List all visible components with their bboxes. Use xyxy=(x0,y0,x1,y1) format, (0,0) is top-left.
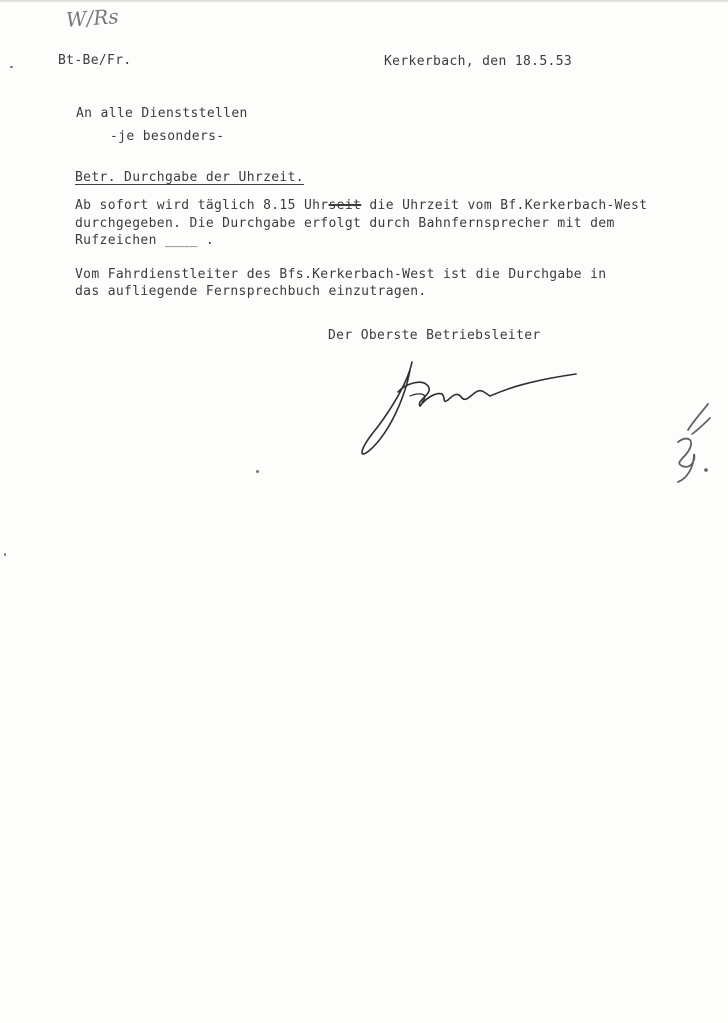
paragraph-1-line-3 xyxy=(75,234,214,248)
subject-line: Betr. Durchgabe der Uhrzeit. xyxy=(75,170,304,185)
paragraph-2-line-1: Vom Fahrdienstleiter des Bfs.Kerkerbach-West ist die Durchgabe in xyxy=(75,267,607,282)
call-sign-blank: ____ xyxy=(164,233,198,248)
paragraph-1-line-1-start: Ab sofort wird täglich 8.15 Uhr xyxy=(75,198,329,213)
addressee-line-2: -je besonders- xyxy=(110,129,225,144)
scan-speck xyxy=(10,66,13,68)
handwritten-signature xyxy=(350,352,590,462)
handwritten-margin-initials xyxy=(664,400,720,486)
scan-speck xyxy=(256,470,259,473)
paragraph-1-line-3-end: . xyxy=(197,233,215,248)
paragraph-2-line-2: das aufliegende Fernsprechbuch einzutragen. xyxy=(75,284,427,299)
addressee-line-1: An alle Dienststellen xyxy=(76,106,248,121)
handwritten-corner-note: W/Rs xyxy=(65,4,120,32)
paragraph-1-line-2: durchgegeben. Die Durchgabe erfolgt durch Bahnfernsprecher mit dem xyxy=(75,216,615,231)
reference-code: Bt-Be/Fr. xyxy=(58,53,132,68)
paragraph-1-line-1-end: die Uhrzeit vom Bf.Kerkerbach-West xyxy=(361,198,648,213)
signatory-title: Der Oberste Betriebsleiter xyxy=(328,328,541,343)
place-and-date: Kerkerbach, den 18.5.53 xyxy=(384,54,573,69)
paragraph-1-line-3-start: Rufzeichen xyxy=(75,233,165,248)
paragraph-1-line-1 xyxy=(75,199,647,213)
scan-speck xyxy=(4,553,6,556)
struck-word: seit xyxy=(328,198,362,213)
